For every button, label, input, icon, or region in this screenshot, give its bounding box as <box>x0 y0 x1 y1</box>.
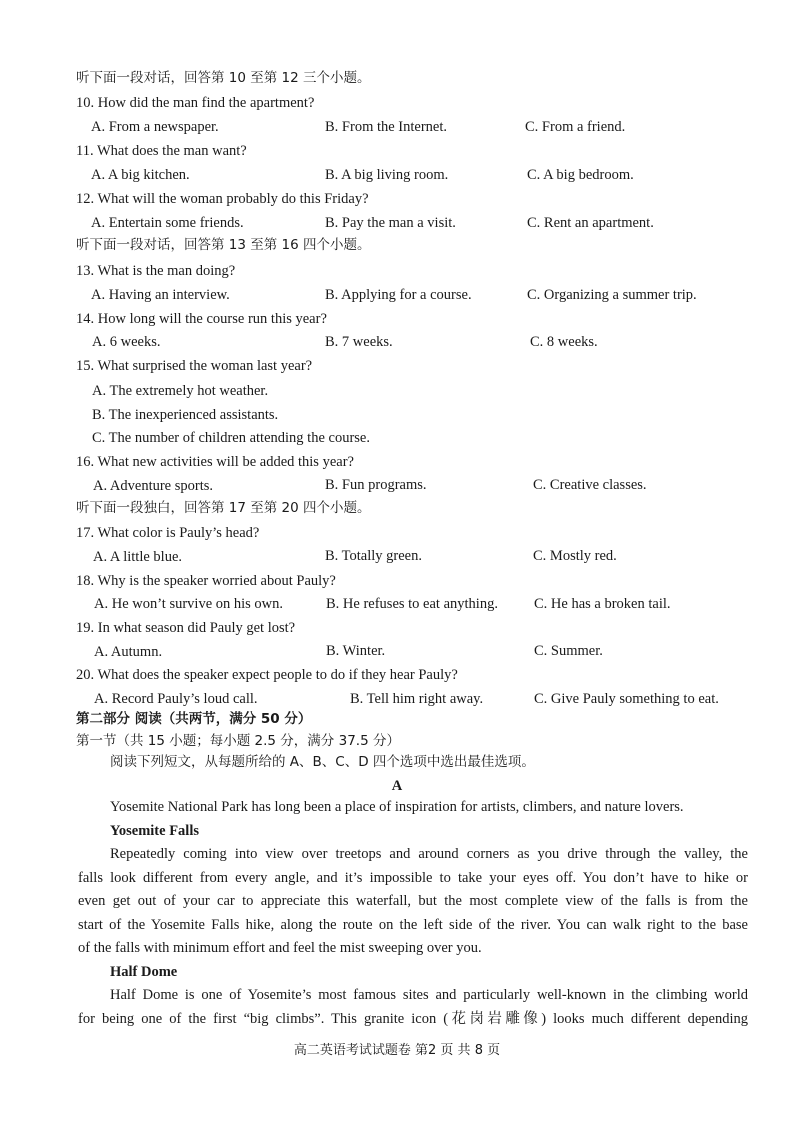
option-14a: A. 6 weeks. <box>92 334 161 350</box>
option-13c: C. Organizing a summer trip. <box>527 287 697 303</box>
option-17c: C. Mostly red. <box>533 548 617 564</box>
question-11: 11. What does the man want? <box>76 143 247 159</box>
question-17: 17. What color is Pauly’s head? <box>76 525 260 541</box>
heading-half-dome: Half Dome <box>110 963 178 980</box>
section-intro-17-20: 听下面一段独白，回答第 17 至第 20 四个小题。 <box>76 500 371 516</box>
passage-intro: Yosemite National Park has long been a place of inspiration for artists, climbers, and nature lovers. <box>110 799 684 815</box>
falls-line: even get out of your car to appreciate this waterfall, but the most complete view of the falls is from the <box>78 893 748 909</box>
question-20: 20. What does the speaker expect people to do if they hear Pauly? <box>76 667 458 683</box>
option-15c: C. The number of children attending the course. <box>92 430 370 446</box>
option-10a: A. From a newspaper. <box>91 119 219 135</box>
question-10: 10. How did the man find the apartment? <box>76 95 315 111</box>
option-19c: C. Summer. <box>534 643 603 659</box>
option-14b: B. 7 weeks. <box>325 334 393 350</box>
option-11b: B. A big living room. <box>325 167 449 183</box>
passage-label: A <box>391 778 403 794</box>
option-16b: B. Fun programs. <box>325 477 427 493</box>
option-18c: C. He has a broken tail. <box>534 596 671 612</box>
page-footer: 高二英语考试试题卷 第2 页 共 8 页 <box>293 1043 501 1058</box>
option-15b: B. The inexperienced assistants. <box>92 407 279 423</box>
section1-title: 第一节（共 15 小题；每小题 2.5 分，满分 37.5 分） <box>76 733 400 749</box>
option-20b: B. Tell him right away. <box>350 691 484 707</box>
option-18a: A. He won’t survive on his own. <box>94 596 284 612</box>
dome-line: for being one of the first “big climbs”. This granite icon (花岗岩雕像) looks much different depending <box>78 1010 748 1027</box>
option-10b: B. From the Internet. <box>325 119 448 135</box>
question-15: 15. What surprised the woman last year? <box>76 358 313 374</box>
question-13: 13. What is the man doing? <box>76 263 236 279</box>
option-12b: B. Pay the man a visit. <box>325 215 456 231</box>
falls-line: falls look different from every angle, and it’s impossible to take your eyes off. You don’t have to hike or <box>78 869 748 886</box>
question-16: 16. What new activities will be added this year? <box>76 454 354 470</box>
option-10c: C. From a friend. <box>525 119 626 135</box>
question-18: 18. Why is the speaker worried about Pauly? <box>76 573 336 589</box>
falls-line: Repeatedly coming into view over treetops and around corners as you drive through the valley, the <box>110 846 748 862</box>
option-13b: B. Applying for a course. <box>325 287 472 303</box>
option-12a: A. Entertain some friends. <box>91 215 244 231</box>
option-20a: A. Record Pauly’s loud call. <box>94 691 258 707</box>
option-15a: A. The extremely hot weather. <box>92 383 269 399</box>
heading-yosemite-falls: Yosemite Falls <box>110 822 199 839</box>
option-12c: C. Rent an apartment. <box>527 215 654 231</box>
option-18b: B. He refuses to eat anything. <box>326 596 498 612</box>
option-11a: A. A big kitchen. <box>91 167 190 183</box>
question-14: 14. How long will the course run this year? <box>76 311 327 327</box>
option-13a: A. Having an interview. <box>91 287 230 303</box>
option-17a: A. A little blue. <box>93 549 183 565</box>
option-16a: A. Adventure sports. <box>93 478 214 494</box>
question-12: 12. What will the woman probably do this Friday? <box>76 191 369 207</box>
passage-body <box>78 796 748 1031</box>
option-19a: A. Autumn. <box>94 644 163 660</box>
section-intro-13-16: 听下面一段对话，回答第 13 至第 16 四个小题。 <box>76 237 371 253</box>
option-16c: C. Creative classes. <box>533 477 647 493</box>
reading-instruction: 阅读下列短文，从每题所给的 A、B、C、D 四个选项中选出最佳选项。 <box>110 754 535 770</box>
option-14c: C. 8 weeks. <box>530 334 598 350</box>
dome-line: Half Dome is one of Yosemite’s most famous sites and particularly well-known in the climbing world <box>110 987 748 1003</box>
falls-line: start of the Yosemite Falls hike, along the route on the left side of the river. You can walk right to the base <box>78 916 748 933</box>
option-11c: C. A big bedroom. <box>527 167 634 183</box>
option-20c: C. Give Pauly something to eat. <box>534 691 719 707</box>
option-19b: B. Winter. <box>326 643 386 659</box>
section-intro-10-12: 听下面一段对话，回答第 10 至第 12 三个小题。 <box>76 70 371 86</box>
falls-line: of the falls with minimum effort and feel the mist sweeping over you. <box>78 940 482 956</box>
option-17b: B. Totally green. <box>325 548 422 564</box>
question-19: 19. In what season did Pauly get lost? <box>76 620 296 636</box>
part2-title: 第二部分 阅读（共两节，满分 50 分） <box>76 711 312 727</box>
